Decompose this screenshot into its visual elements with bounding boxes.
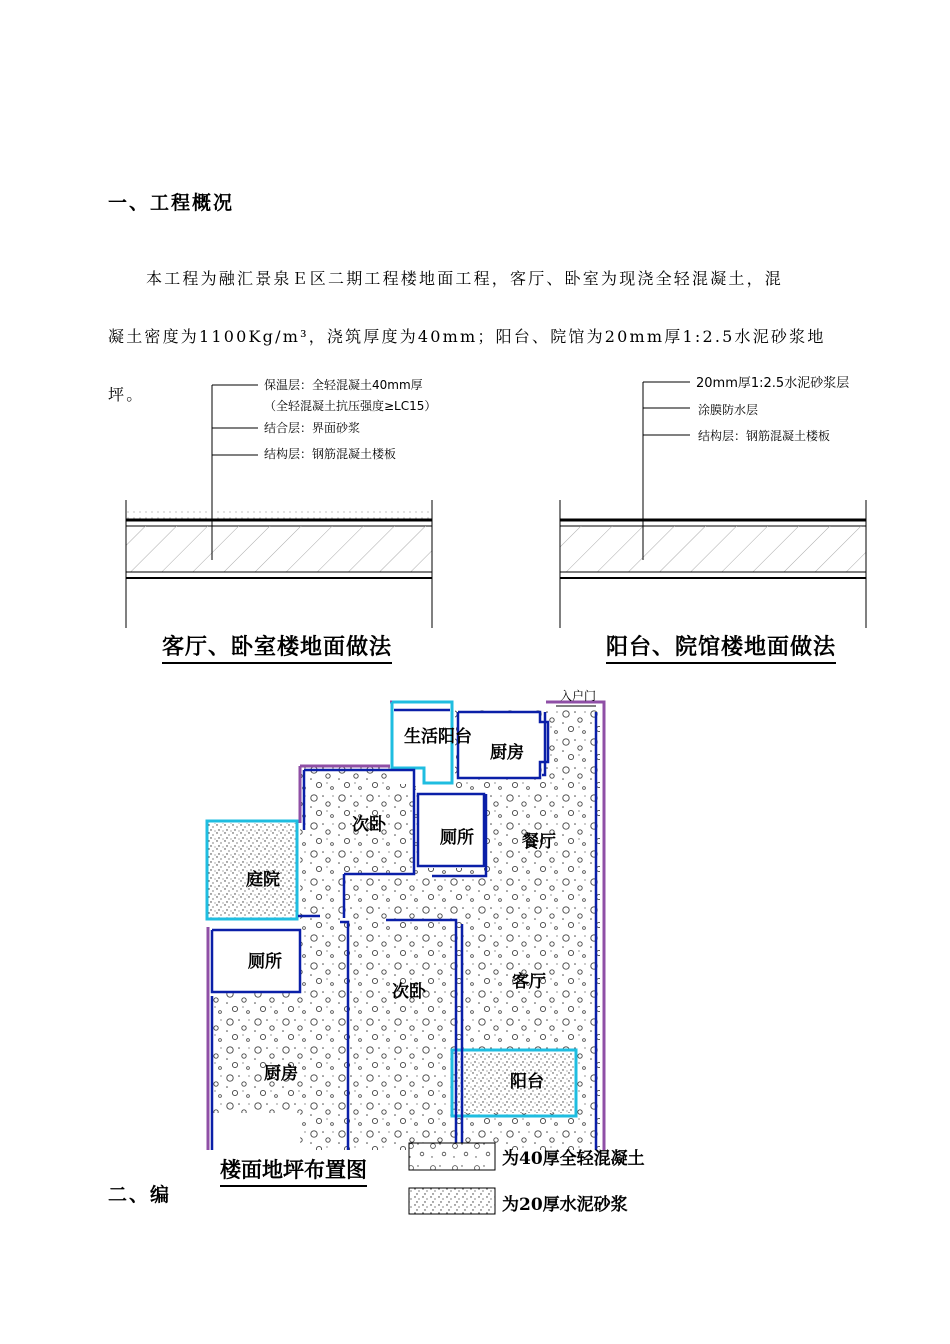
entrance-label: 入户门 xyxy=(560,689,597,703)
room-toilet-left: 厕所 xyxy=(248,952,282,972)
room-kitchen-bottom: 厨房 xyxy=(264,1064,298,1084)
section-heading-overview: 一、工程概况 xyxy=(108,192,235,214)
room-kitchen-top: 厨房 xyxy=(490,743,524,763)
floor-plan xyxy=(0,680,950,1150)
detail-right-label-1: 20mm厚1:2.5水泥砂浆层 xyxy=(696,376,850,391)
floor-plan-caption: 楼面地坪布置图 xyxy=(220,1154,367,1187)
floor-construction-details xyxy=(0,360,950,640)
room-service-balcony: 生活阳台 xyxy=(404,727,472,747)
room-balcony: 阳台 xyxy=(510,1072,544,1092)
legend-swatch-mortar xyxy=(409,1188,495,1214)
section-heading-2: 二、编 xyxy=(108,1184,172,1206)
legend-text-mortar: 为20厚水泥砂浆 xyxy=(502,1195,628,1215)
detail-left-caption: 客厅、卧室楼地面做法 xyxy=(162,630,392,664)
detail-right-drawing xyxy=(560,375,866,628)
room-courtyard: 庭院 xyxy=(246,870,280,890)
room-dining: 餐厅 xyxy=(522,832,556,852)
detail-left-label-1: 保温层：全轻混凝土40mm厚 xyxy=(264,378,423,392)
detail-left-label-2: （全轻混凝土抗压强度≥LC15） xyxy=(264,399,437,413)
paragraph-line-1: 本工程为融汇景泉Ｅ区二期工程楼地面工程，客厅、卧室为现浇全轻混凝土，混 xyxy=(146,269,784,288)
paragraph-line-2: 凝土密度为1100Kg/m³，浇筑厚度为40mm；阳台、院馆为20mm厚1:2.5水泥砂浆地坪。 xyxy=(108,327,826,404)
room-living: 客厅 xyxy=(512,972,546,992)
room-second-bedroom-top: 次卧 xyxy=(352,815,386,835)
legend-swatches xyxy=(406,1140,498,1220)
legend-swatch-concrete xyxy=(409,1143,495,1170)
legend-text-concrete: 为40厚全轻混凝土 xyxy=(502,1149,645,1169)
detail-right-label-2: 涂膜防水层 xyxy=(698,403,759,417)
detail-left-label-3: 结合层：界面砂浆 xyxy=(264,421,361,435)
room-second-bedroom-bottom: 次卧 xyxy=(392,982,426,1002)
detail-left-drawing xyxy=(126,377,436,628)
detail-right-caption: 阳台、院馆楼地面做法 xyxy=(606,630,836,664)
detail-left-label-4: 结构层：钢筋混凝土楼板 xyxy=(264,447,397,461)
room-toilet-center: 厕所 xyxy=(440,828,474,848)
detail-right-label-3: 结构层：钢筋混凝土楼板 xyxy=(698,429,831,443)
